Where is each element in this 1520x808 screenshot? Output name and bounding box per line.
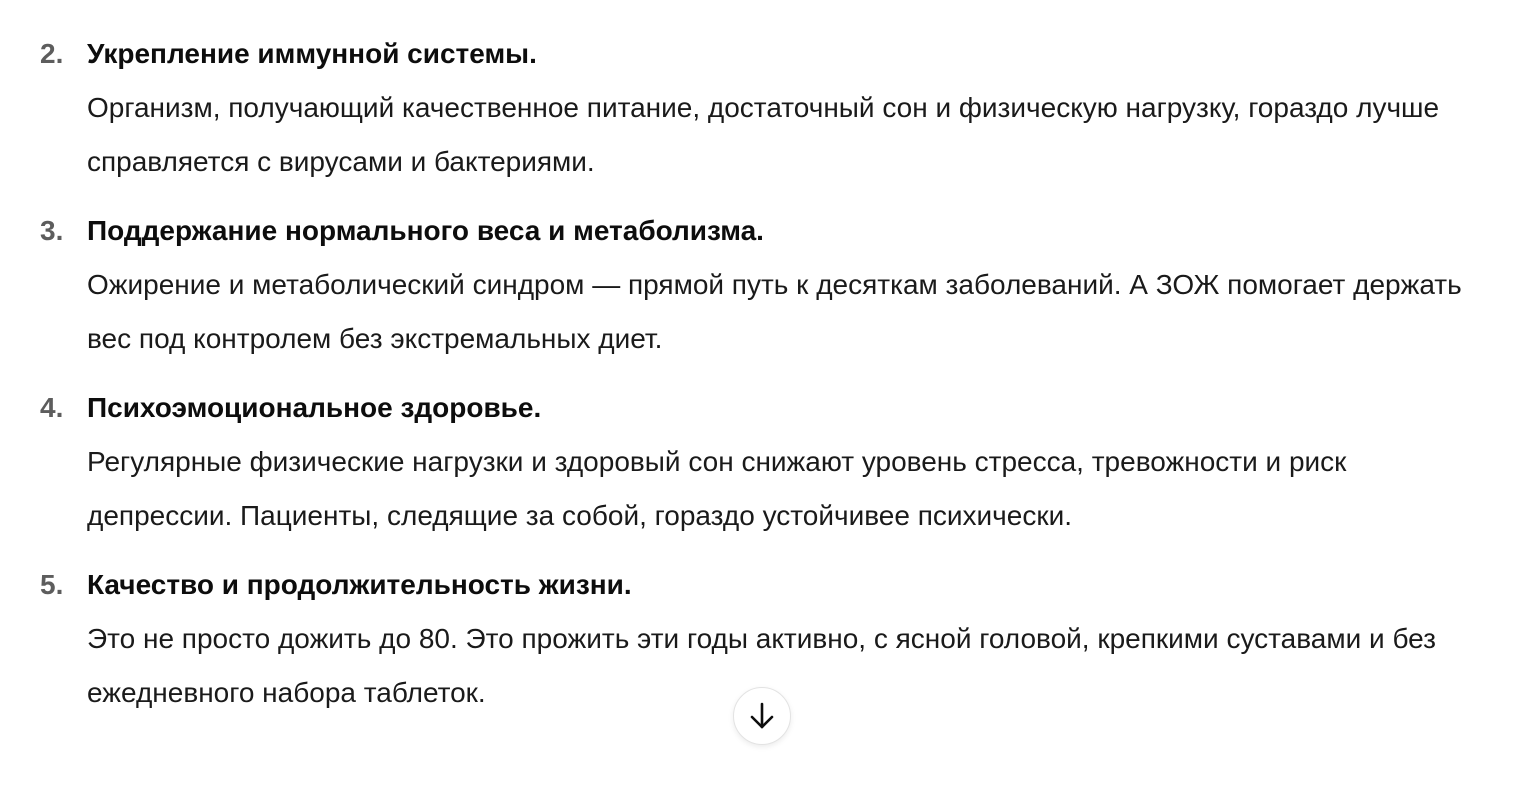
list-item-text: Регулярные физические нагрузки и здоровый сон снижают уровень стресса, тревожности и риск депрессии. Пациенты, следящие за собой, гораздо устойчивее психически. <box>87 446 1347 531</box>
list-item-title: Укрепление иммунной системы. <box>87 38 537 69</box>
list-item-title: Поддержание нормального веса и метаболизма. <box>87 215 764 246</box>
list-item-number: 4. <box>40 392 64 423</box>
scroll-to-bottom-button[interactable] <box>733 687 791 745</box>
arrow-down-icon <box>749 702 775 730</box>
list-item-text: Ожирение и метаболический синдром — прямой путь к десяткам заболеваний. А ЗОЖ помогает держать вес под контролем без экстремальных диет. <box>87 269 1462 354</box>
list-item-title: Качество и продолжительность жизни. <box>87 569 632 600</box>
list-item-number: 5. <box>40 569 64 600</box>
list-item-text: Это не просто дожить до 80. Это прожить эти годы активно, с ясной головой, крепкими суставами и без ежедневного набора таблеток. <box>87 623 1436 708</box>
list-item-title: Психоэмоциональное здоровье. <box>87 392 542 423</box>
list-item-text: Организм, получающий качественное питание, достаточный сон и физическую нагрузку, гораздо лучше справляется с вирусами и бактериями. <box>87 92 1440 177</box>
list-item-number: 3. <box>40 215 64 246</box>
list-item-number: 2. <box>40 38 64 69</box>
